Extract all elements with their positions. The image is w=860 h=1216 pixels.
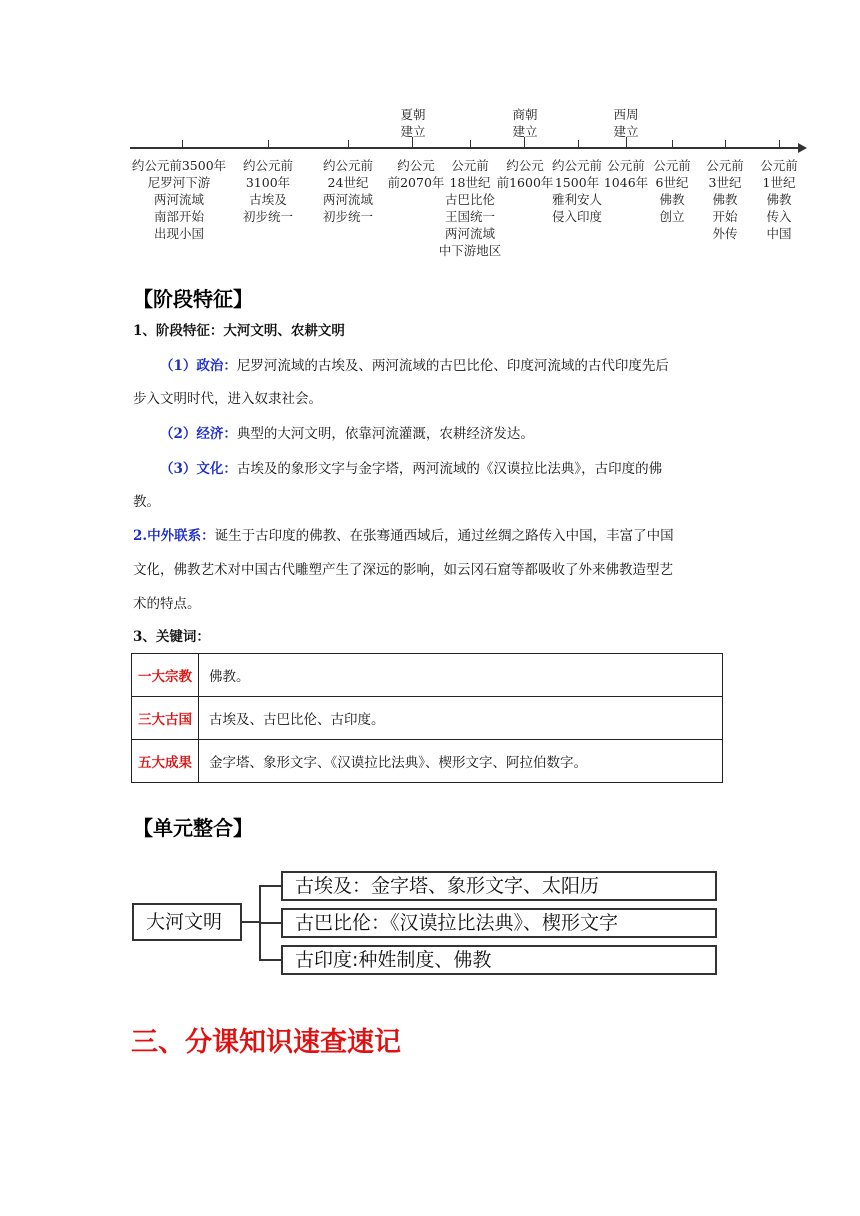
timeline-event: 公元前 1046年 xyxy=(603,158,649,190)
contacts-line3: 术的特点。 xyxy=(133,596,201,612)
timeline-event: 约公元 前2070年 xyxy=(387,158,445,190)
timeline-top-label-xia: 夏朝 建立 xyxy=(400,107,426,139)
timeline-event: 约公元前 1500年 雅利安人 侵入印度 xyxy=(551,158,602,224)
contacts-line2: 文化，佛教艺术对中国古代雕塑产生了深远的影响，如云冈石窟等都吸收了外来佛教造型艺 xyxy=(133,562,673,578)
culture-line1 xyxy=(160,454,662,484)
keywords-label: 3、关键词： xyxy=(133,629,210,645)
timeline-tick xyxy=(268,140,269,148)
diagram-branch-india: 古印度:种姓制度、佛教 xyxy=(281,945,717,975)
keyword-value-cell: 佛教。 xyxy=(199,654,723,697)
timeline-tick xyxy=(779,140,780,148)
timeline-event: 约公元前 3100年 古埃及 初步统一 xyxy=(242,158,293,224)
keyword-cell: 一大宗教 xyxy=(132,654,199,697)
diagram-root-box: 大河文明 xyxy=(132,903,242,941)
economy-line xyxy=(160,419,534,449)
culture-text: 古埃及的象形文字与金字塔，两河流域的《汉谟拉比法典》，古印度的佛 xyxy=(236,461,663,477)
keyword-value-cell: 金字塔、象形文字、《汉谟拉比法典》、楔形文字、阿拉伯数字。 xyxy=(199,740,723,783)
unit-integration-heading: 【单元整合】 xyxy=(133,816,253,840)
timeline-arrow-icon xyxy=(798,143,807,153)
timeline-event: 约公元前 24世纪 两河流域 初步统一 xyxy=(322,158,373,224)
table-row xyxy=(132,697,723,740)
keyword-cell: 五大成果 xyxy=(132,740,199,783)
stage-features-heading: 【阶段特征】 xyxy=(133,287,253,311)
timeline-top-label-zhou: 西周 建立 xyxy=(613,107,639,139)
culture-line2: 教。 xyxy=(133,494,160,510)
contacts-line1 xyxy=(133,521,674,551)
politics-text: 尼罗河流域的古埃及、两河流域的古巴比伦、印度河流域的古代印度先后 xyxy=(236,358,669,374)
culture-label: （3）文化： xyxy=(160,461,237,477)
table-row xyxy=(132,654,723,697)
diagram-connector xyxy=(259,885,281,887)
politics-line2: 步入文明时代，进入奴隶社会。 xyxy=(133,391,322,407)
main-heading: 三、分课知识速查速记 xyxy=(131,1027,401,1058)
timeline-tick xyxy=(672,140,673,148)
diagram-connector xyxy=(259,922,281,924)
diagram-branch-egypt: 古埃及：金字塔、象形文字、太阳历 xyxy=(281,871,717,901)
economy-label: （2）经济： xyxy=(160,426,237,442)
contacts-label: 2.中外联系： xyxy=(133,528,215,544)
politics-line1 xyxy=(160,351,669,381)
politics-label: （1）政治： xyxy=(160,358,237,374)
timeline-event: 公元前 3世纪 佛教 开始 外传 xyxy=(706,158,744,241)
timeline-event: 公元前 6世纪 佛教 创立 xyxy=(653,158,691,224)
timeline-event: 公元前 1世纪 佛教 传入 中国 xyxy=(760,158,798,241)
timeline-top-label-shang: 商朝 建立 xyxy=(512,107,538,139)
keyword-value-cell: 古埃及、古巴比伦、古印度。 xyxy=(199,697,723,740)
contacts-text: 诞生于古印度的佛教、在张骞通西域后，通过丝绸之路传入中国，丰富了中国 xyxy=(214,528,674,544)
timeline-tick xyxy=(182,140,183,148)
timeline-event: 公元前 18世纪 古巴比伦 王国统一 两河流域 中下游地区 xyxy=(438,158,502,258)
timeline-event: 约公元前3500年 尼罗河下游 两河流域 南部开始 出现小国 xyxy=(131,158,227,241)
diagram-connector xyxy=(242,921,260,923)
timeline-tick xyxy=(470,140,471,148)
timeline-tick xyxy=(578,140,579,148)
keywords-table xyxy=(131,653,723,783)
timeline-axis xyxy=(130,147,800,149)
table-row xyxy=(132,740,723,783)
diagram-branch-babylon: 古巴比伦：《汉谟拉比法典》、楔形文字 xyxy=(281,908,717,938)
timeline-event: 约公元 前1600年 xyxy=(496,158,554,190)
diagram-connector xyxy=(259,959,281,961)
stage-features-item1: 1、阶段特征：大河文明、农耕文明 xyxy=(133,323,345,339)
economy-text: 典型的大河文明，依靠河流灌溉，农耕经济发达。 xyxy=(236,426,534,442)
timeline-tick xyxy=(725,140,726,148)
timeline-tick xyxy=(348,140,349,148)
keyword-cell: 三大古国 xyxy=(132,697,199,740)
